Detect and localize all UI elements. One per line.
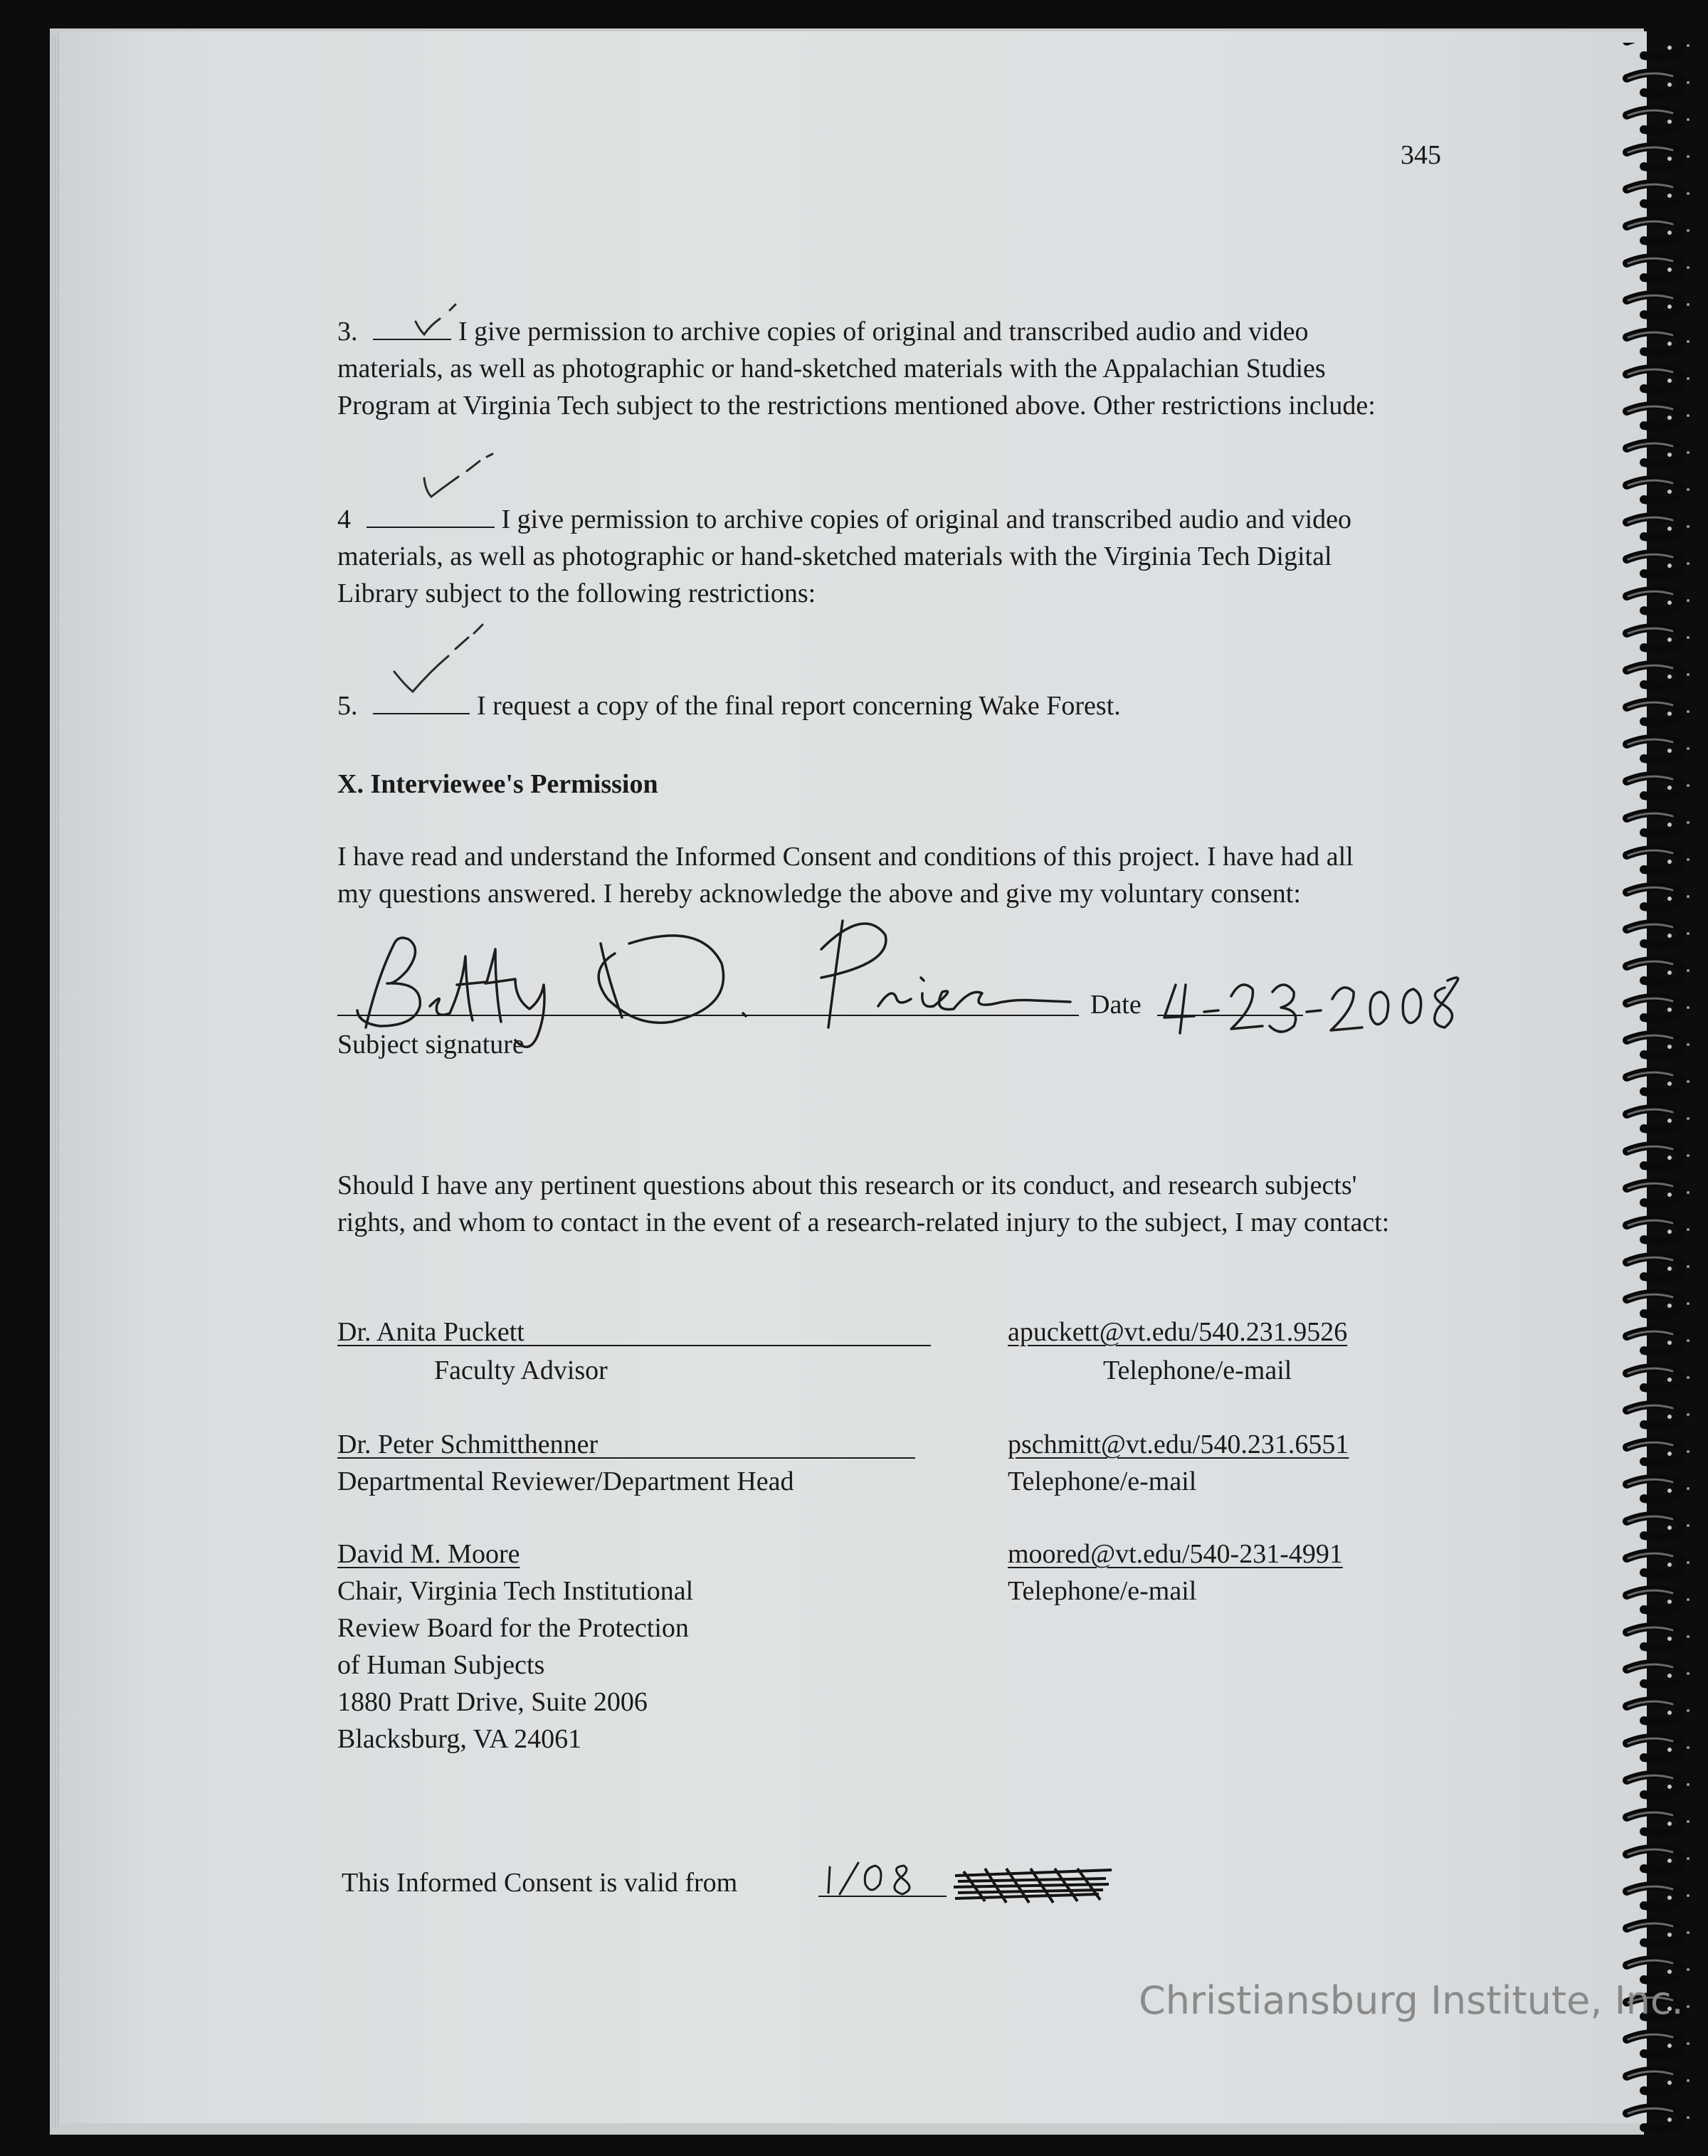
- section-x-heading: X. Interviewee's Permission: [337, 769, 658, 799]
- contact-address-line: Blacksburg, VA 24061: [337, 1724, 582, 1754]
- contact-info-label: Telephone/e-mail: [1103, 1356, 1292, 1385]
- item-5-number: 5.: [337, 691, 358, 721]
- document-page: [60, 31, 1647, 2123]
- contact-intro-line-2: rights, and whom to contact in the event of a research-related injury to the subject, I may contact:: [337, 1208, 1390, 1237]
- item-4-number: 4: [337, 504, 351, 534]
- contact-role-line: of Human Subjects: [337, 1650, 545, 1680]
- contact-name-text: Dr. Peter Schmitthenner: [337, 1430, 599, 1459]
- item-4-line-3: Library subject to the following restrictions:: [337, 578, 816, 608]
- contact-role: Faculty Advisor: [434, 1356, 608, 1385]
- contact-role-line: Review Board for the Protection: [337, 1613, 689, 1643]
- contact-info: moored@vt.edu/540-231-4991: [1008, 1539, 1343, 1569]
- contact-info: apuckett@vt.edu/540.231.9526: [1008, 1317, 1348, 1347]
- scribbled-out-date: [954, 1869, 1112, 1903]
- item-5-text: I request a copy of the final report concerning Wake Forest.: [477, 691, 1121, 721]
- page-number: 345: [1401, 140, 1441, 170]
- contact-info-label: Telephone/e-mail: [1008, 1576, 1197, 1606]
- page-stack-edge: [50, 36, 60, 2128]
- item-3-text-1: I give permission to archive copies of original and transcribed audio and video: [458, 317, 1309, 347]
- contact-name-text: David M. Moore: [337, 1539, 520, 1569]
- contact-info-label: Telephone/e-mail: [1008, 1467, 1197, 1496]
- watermark: Christiansburg Institute, Inc.: [1139, 1978, 1684, 2023]
- item-4-line-2: materials, as well as photographic or hand-sketched materials with the Virginia Tech Digital: [337, 541, 1332, 571]
- handwritten-validity: [60, 31, 1647, 2123]
- contact-role: Departmental Reviewer/Department Head: [337, 1467, 794, 1496]
- item-3-number: 3.: [337, 317, 358, 347]
- section-x-line-2: my questions answered. I hereby acknowledge the above and give my voluntary consent:: [337, 879, 1301, 909]
- contact-role-line: Chair, Virginia Tech Institutional: [337, 1576, 694, 1606]
- contact-info: pschmitt@vt.edu/540.231.6551: [1008, 1430, 1349, 1459]
- item-4-text-1: I give permission to archive copies of original and transcribed audio and video: [501, 504, 1352, 534]
- contact-address-line: 1880 Pratt Drive, Suite 2006: [337, 1687, 648, 1717]
- contact-name-text: Dr. Anita Puckett: [337, 1317, 524, 1347]
- item-3-line-3: Program at Virginia Tech subject to the restrictions mentioned above. Other restrictions include:: [337, 391, 1376, 421]
- signature-caption: Subject signature: [337, 1030, 524, 1059]
- contact-intro-line-1: Should I have any pertinent questions about this research or its conduct, and research subjects': [337, 1171, 1357, 1200]
- section-x-line-1: I have read and understand the Informed Consent and conditions of this project. I have had all: [337, 842, 1354, 872]
- item-3-line-2: materials, as well as photographic or hand-sketched materials with the Appalachian Studies: [337, 354, 1326, 384]
- validity-text: This Informed Consent is valid from: [342, 1868, 738, 1898]
- date-label: Date: [1090, 990, 1142, 1020]
- spiral-binding: [1623, 28, 1701, 2149]
